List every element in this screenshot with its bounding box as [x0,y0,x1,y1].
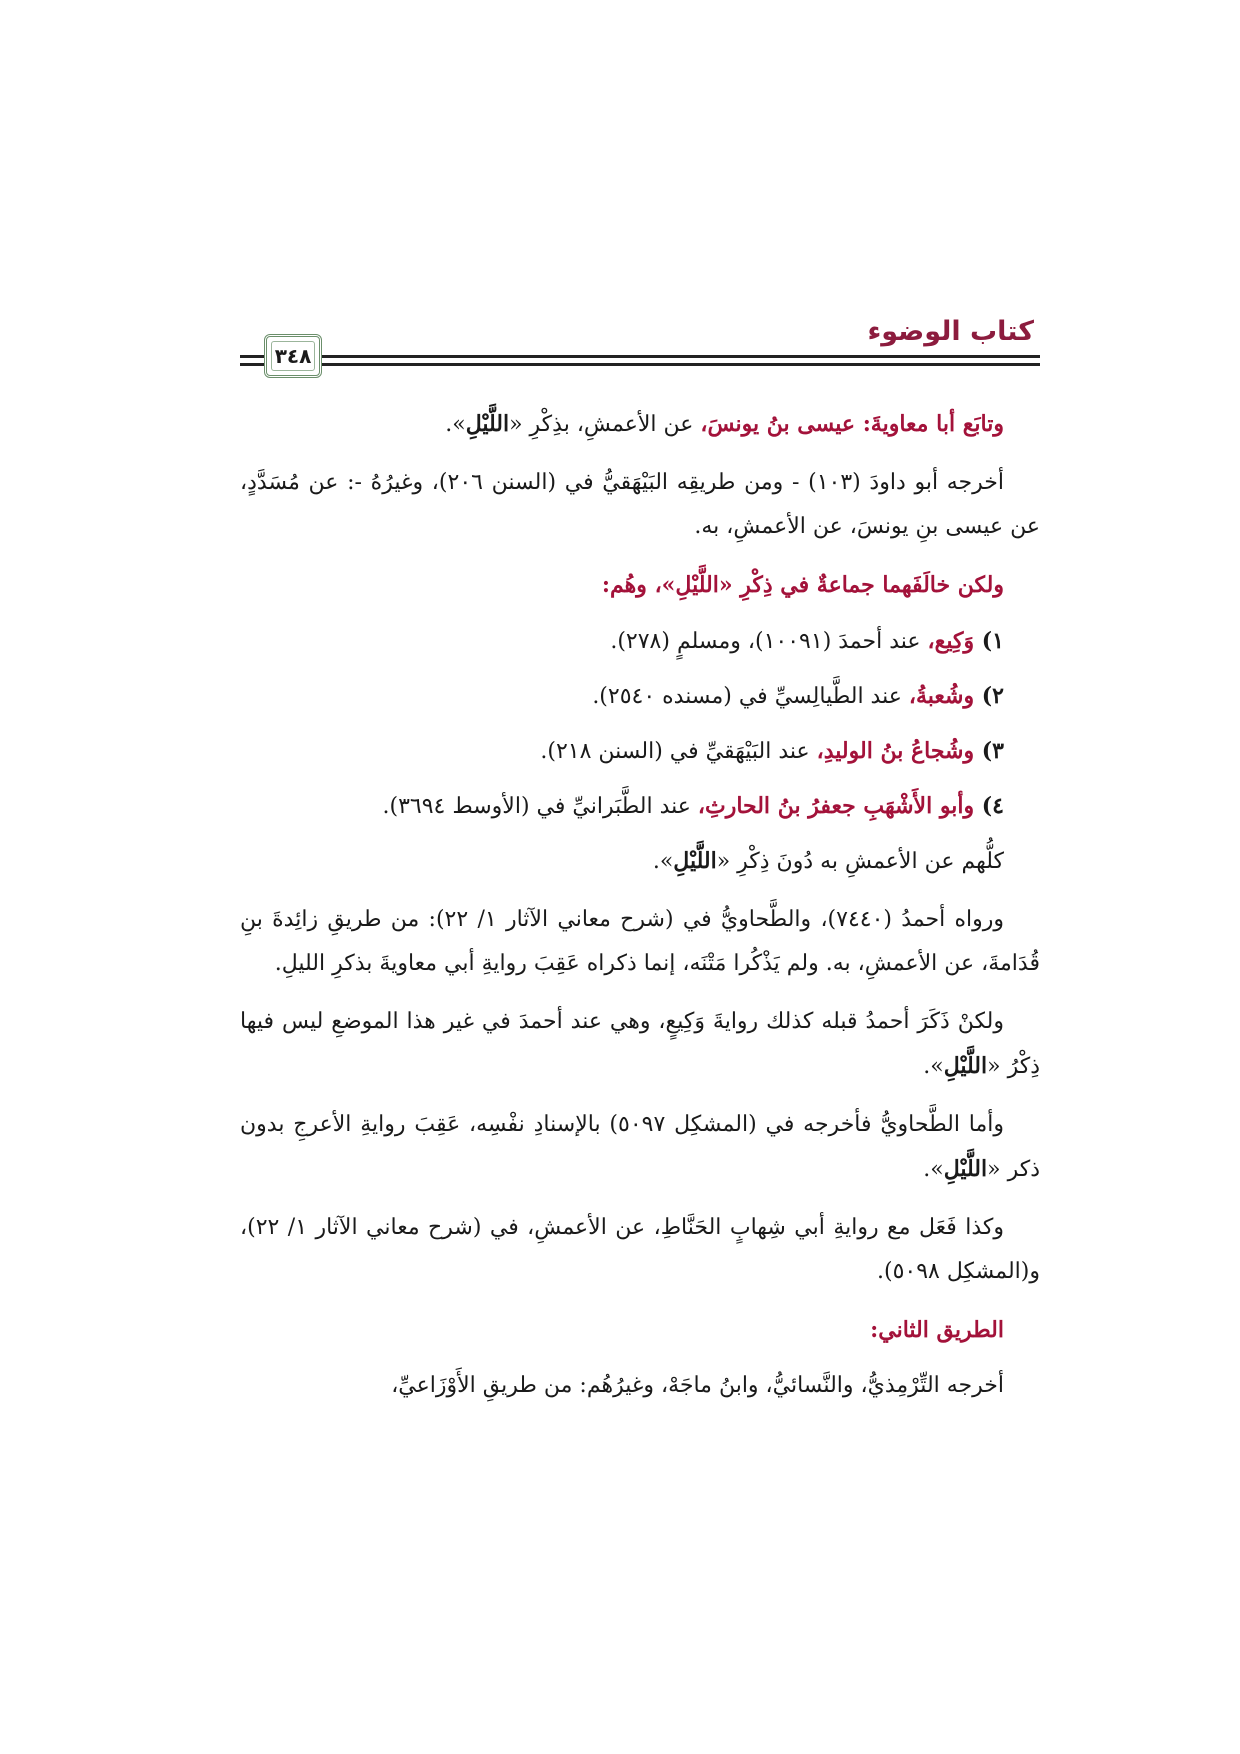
list-item [240,784,1040,829]
paragraph-1-text: عن الأعمشِ، بذِكْرِ « [509,412,701,437]
narrator-name: عيسى بنُ يونسَ، [700,411,856,437]
list-item-text: عند الطَّيالِسيِّ في (مسنده ٢٥٤٠). [592,684,909,709]
paragraph-6-end: ». [923,1157,944,1182]
list-item [240,619,1040,664]
section-heading-1: ولكن خالَفَهما جماعةٌ في ذِكْرِ «اللَّيْلِ»، وهُم: [601,572,1004,598]
list-item-name: وشُجاعُ بنُ الوليدِ، [816,738,975,764]
paragraph-2: أخرجه أبو داودَ (١٠٣) - ومن طريقِه البَيْهَقيُّ في (السنن ٢٠٦)، وغيرُهُ -: عن مُسَدَّدٍ، عن عيسى بنِ يونسَ، عن الأعمشِ، به. [240,470,1040,539]
paragraph-5 [240,1000,1040,1089]
list-item-name: وأبو الأَشْهَبِ جعفرُ بنُ الحارثِ، [697,793,975,819]
list-item-number: ٢) [974,683,1004,709]
list-item-number: ٤) [974,793,1004,819]
section-heading-2: الطريق الثاني: [870,1317,1004,1343]
quoted-word: اللَّيْلِ [943,1053,988,1079]
paragraph-8: أخرجه التِّرْمِذيُّ، والنَّسائيُّ، وابنُ ماجَهْ، وغيرُهُم: من طريقِ الأَوْزَاعيِّ، [391,1373,1004,1398]
paragraph-5-end: ». [923,1054,944,1079]
paragraph-3-end: ». [652,849,674,874]
paragraph-6-text: وأما الطَّحاويُّ فأخرجه في (المشكِل ٥٠٩٧) بالإسنادِ نفْسِه، عَقِبَ روايةِ الأعرجِ بدون ذكر « [240,1112,1040,1182]
quoted-word: اللَّيْلِ [465,411,510,437]
paragraph-1-end: ». [445,412,466,437]
paragraph-1 [240,402,1040,447]
list-item-text: عند الطَّبَرانيِّ في (الأوسط ٣٦٩٤). [382,794,698,819]
quoted-word: اللَّيْلِ [673,848,717,874]
list-item-number: ١) [974,628,1004,654]
header-rule-bottom [240,363,1040,366]
list-item [240,729,1040,774]
list-item-name: وشُعبةُ، [908,683,975,709]
book-page [240,310,1040,1710]
page-number-badge [264,334,322,378]
list-item-text: عند أحمدَ (١٠٠٩١)، ومسلمٍ (٢٧٨). [610,629,928,654]
paragraph-7: وكذا فَعَل مع روايةِ أبي شِهابٍ الحَنَّاطِ، عن الأعمشِ، في (شرح معاني الآثار ١/ ٢٢)، و(المشكِل ٥٠٩٨). [240,1215,1040,1284]
paragraph-3 [240,839,1040,884]
list-item-number: ٣) [974,738,1004,764]
quoted-word: اللَّيْلِ [943,1156,988,1182]
paragraph-5-text: ولكنْ ذَكَرَ أحمدُ قبله كذلك روايةَ وَكِيعٍ، وهي عند أحمدَ في غير هذا الموضعِ ليس فيها ذِكْرُ « [240,1009,1040,1079]
paragraph-4: ورواه أحمدُ (٧٤٤٠)، والطَّحاويُّ في (شرح معاني الآثار ١/ ٢٢): من طريقِ زائِدةَ بنِ قُدَامةَ، عن الأعمشِ، به. ولم يَذْكُرا مَتْنَه، إنما ذكراه عَقِبَ روايةِ أبي معاويةَ بذكرِ الليلِ. [240,907,1040,976]
page-content [240,402,1040,1422]
paragraph-6 [240,1103,1040,1192]
list-item-name: وَكِيع، [927,628,975,654]
paragraph-3-text: كلُّهم عن الأعمشِ به دُونَ ذِكْرِ « [716,849,1004,874]
list-item-text: عند البَيْهَقيِّ في (السنن ٢١٨). [540,739,817,764]
header-rule-top [240,355,1040,358]
page-header [240,310,1040,380]
page-number: ٣٤٨ [274,344,312,368]
list-item [240,674,1040,719]
book-title: كتاب الوضوء [867,316,1034,347]
paragraph-1-lead: وتابَع أبا معاويةَ: [855,411,1004,437]
